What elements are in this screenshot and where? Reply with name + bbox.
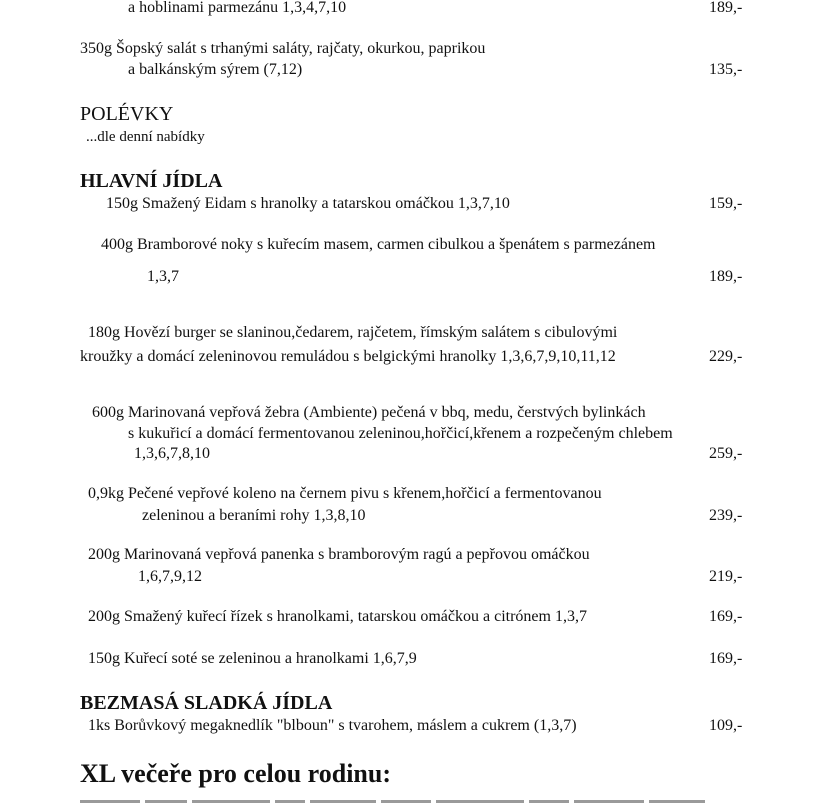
soups-note: ...dle denní nabídky (86, 129, 205, 145)
item-line: 350g Šopský salát s trhanými saláty, rajčaty, okurkou, paprikou (80, 40, 486, 57)
item-line: 600g Marinovaná vepřová žebra (Ambiente) pečená v bbq, medu, čerstvých bylinkách (92, 404, 646, 421)
item-price: 219,- (709, 568, 743, 585)
cropped-text-line (80, 800, 720, 808)
item-line: 1,3,7 (147, 268, 179, 285)
item-line: 400g Bramborové noky s kuřecím masem, carmen cibulkou a špenátem s parmezánem (101, 236, 656, 253)
item-line: 1,3,6,7,8,10 (134, 445, 210, 462)
item-line: 180g Hovězí burger se slaninou,čedarem, rajčetem, římským salátem s cibulovými (88, 324, 618, 341)
item-line: a balkánským sýrem (7,12) (128, 61, 303, 78)
item-line: kroužky a domácí zeleninovou remuládou s belgickými hranolky 1,3,6,7,9,10,11,12 (80, 348, 616, 365)
item-line: zeleninou a beraními rohy 1,3,8,10 (142, 507, 366, 524)
item-line: 150g Smažený Eidam s hranolky a tatarskou omáčkou 1,3,7,10 (106, 195, 510, 212)
item-price: 259,- (709, 445, 743, 462)
item-price: 135,- (709, 61, 743, 78)
item-price: 109,- (709, 717, 743, 734)
item-line: 0,9kg Pečené vepřové koleno na černem pivu s křenem,hořčicí a fermentovanou (88, 485, 602, 502)
item-line: a hoblinami parmezánu 1,3,4,7,10 (128, 0, 347, 16)
item-line: 150g Kuřecí soté se zeleninou a hranolkami 1,6,7,9 (88, 650, 417, 667)
item-line: 200g Marinovaná vepřová panenka s bramborovým ragú a pepřovou omáčkou (88, 546, 590, 563)
item-line: s kukuřicí a domácí fermentovanou zeleninou,hořčicí,křenem a rozpečeným chlebem (128, 425, 673, 442)
item-price: 239,- (709, 507, 743, 524)
item-price: 189,- (709, 0, 743, 16)
section-heading-soups: POLÉVKY (80, 103, 174, 125)
item-price: 159,- (709, 195, 743, 212)
section-heading-mains: HLAVNÍ JÍDLA (80, 170, 223, 192)
item-price: 229,- (709, 348, 743, 365)
item-line: 1ks Borůvkový megaknedlík "blboun" s tvarohem, máslem a cukrem (1,3,7) (88, 717, 577, 734)
item-price: 189,- (709, 268, 743, 285)
section-heading-family: XL večeře pro celou rodinu: (80, 759, 392, 788)
item-price: 169,- (709, 608, 743, 625)
section-heading-desserts: BEZMASÁ SLADKÁ JÍDLA (80, 692, 333, 714)
item-line: 1,6,7,9,12 (138, 568, 202, 585)
item-price: 169,- (709, 650, 743, 667)
item-line: 200g Smažený kuřecí řízek s hranolkami, tatarskou omáčkou a citrónem 1,3,7 (88, 608, 587, 625)
